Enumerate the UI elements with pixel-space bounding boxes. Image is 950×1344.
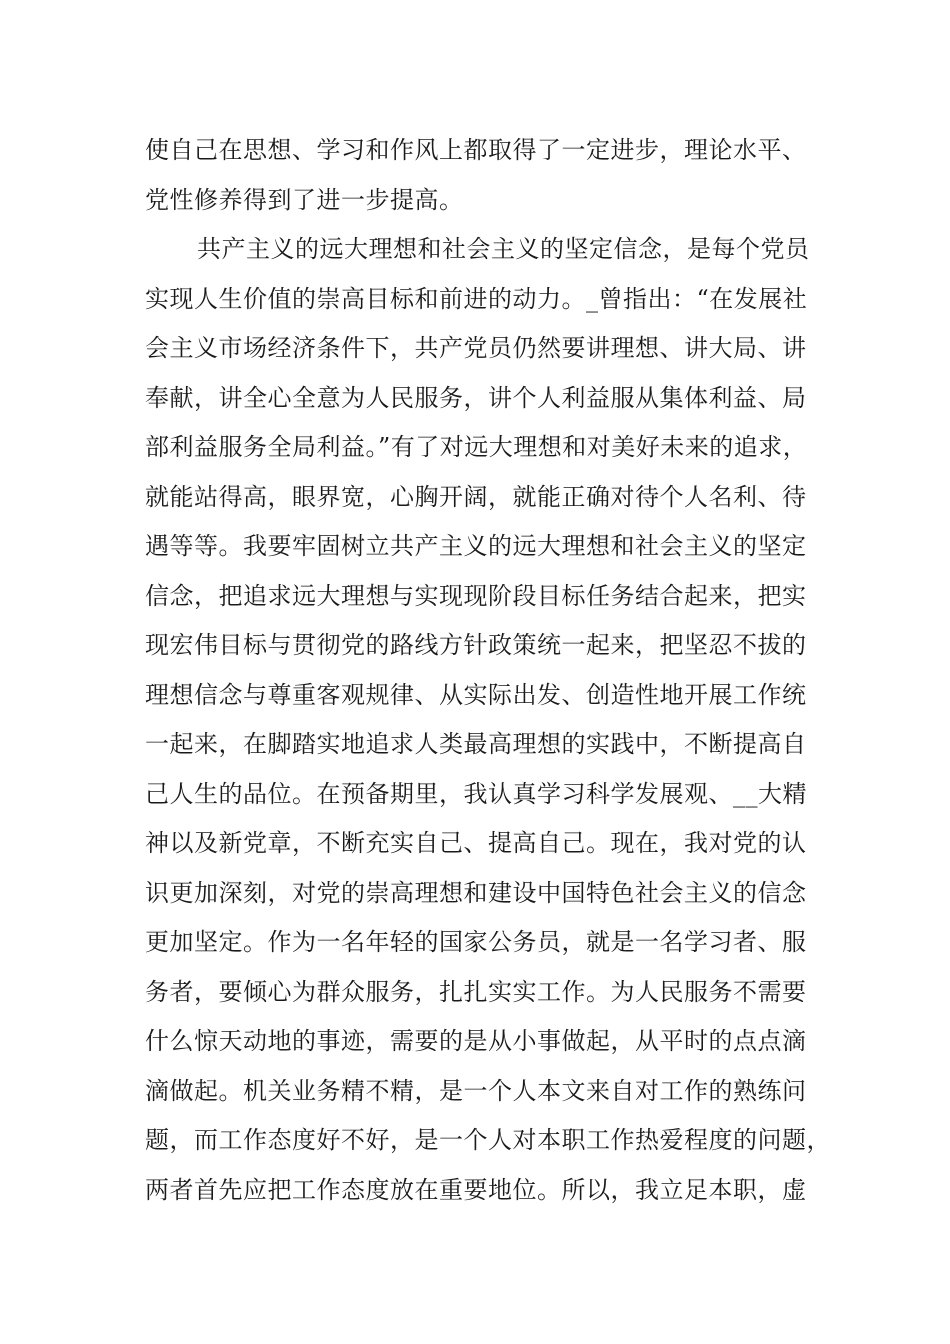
- text-line: 什么惊天动地的事迹，需要的是从小事做起，从平时的点点滴: [145, 1027, 807, 1055]
- text-line: 己人生的品位。在预备期里，我认真学习科学发展观、__大精: [145, 779, 807, 808]
- text-line: 实现人生价值的崇高目标和前进的动力。_曾指出：“在发展社: [145, 284, 808, 313]
- text-line: 遇等等。我要牢固树立共产主义的远大理想和社会主义的坚定: [145, 532, 807, 560]
- text-line: 信念，把追求远大理想与实现现阶段目标任务结合起来，把实: [145, 581, 807, 610]
- paragraph-first-line: 共产主义的远大理想和社会主义的坚定信念，是每个党员: [197, 235, 810, 263]
- text-line: 党性修养得到了进一步提高。: [145, 185, 464, 214]
- text-line: 更加坚定。作为一名年轻的国家公务员，就是一名学习者、服: [145, 928, 807, 956]
- text-line: 会主义市场经济条件下，共产党员仍然要讲理想、讲大局、讲: [145, 334, 807, 362]
- text-line: 奉献，讲全心全意为人民服务，讲个人利益服从集体利益、局: [145, 383, 807, 412]
- text-line: 理想信念与尊重客观规律、从实际出发、创造性地开展工作统: [145, 680, 807, 709]
- text-line: 就能站得高，眼界宽，心胸开阔，就能正确对待个人名利、待: [145, 482, 807, 511]
- text-line: 题，而工作态度好不好，是一个人对本职工作热爱程度的问题，: [145, 1126, 831, 1154]
- text-line: 滴做起。机关业务精不精，是一个人本文来自对工作的熟练问: [145, 1076, 807, 1105]
- text-line: 神以及新党章，不断充实自己、提高自己。现在，我对党的认: [145, 829, 807, 857]
- text-line: 两者首先应把工作态度放在重要地位。所以，我立足本职，虚: [145, 1175, 807, 1204]
- text-line: 识更加深刻，对党的崇高理想和建设中国特色社会主义的信念: [145, 878, 807, 907]
- text-line: 务者，要倾心为群众服务，扎扎实实工作。为人民服务不需要: [145, 977, 807, 1006]
- text-line: 现宏伟目标与贯彻党的路线方针政策统一起来，把坚忍不拔的: [145, 631, 807, 659]
- text-line: 使自己在思想、学习和作风上都取得了一定进步，理论水平、: [145, 136, 807, 164]
- body-text: [145, 126, 831, 1215]
- text-line: 一起来，在脚踏实地追求人类最高理想的实践中，不断提高自: [145, 730, 807, 758]
- text-line: 部利益服务全局利益。”有了对远大理想和对美好未来的追求，: [145, 433, 808, 461]
